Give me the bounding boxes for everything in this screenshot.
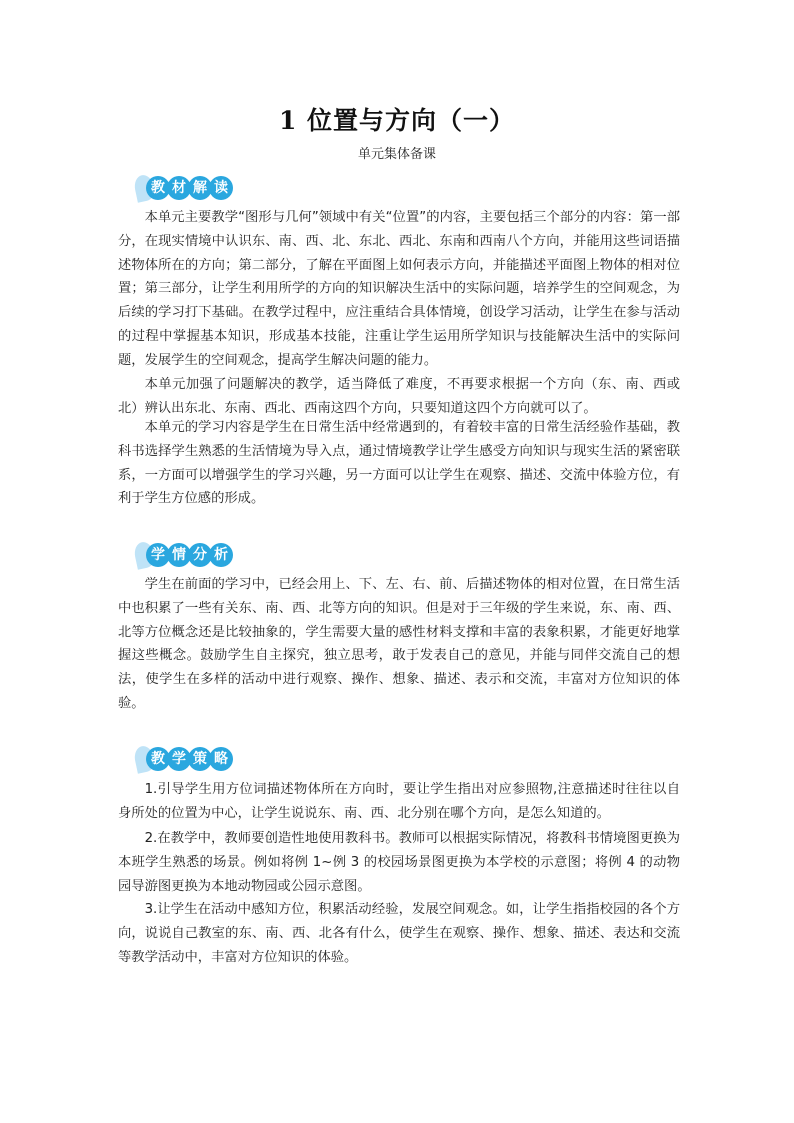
paragraph: 本单元主要教学“图形与几何”领域中有关“位置”的内容，主要包括三个部分的内容：第一部分，在现实情境中认识东、南、西、北、东北、西北、东南和西南八个方向，并能用这些词语描述物体所在的方向；第二部分，了解在平面图上如何表示方向，并能描述平面图上物体的相对位置；第三部分，让学生利用所学的方向的知识解决生活中的实际问题，培养学生的空间观念，为后续的学习打下基础。在教学过程中，应注重结合具体情境，创设学习活动，让学生在参与活动的过程中掌握基本知识，形成基本技能，注重让学生运用所学知识与技能解决生活中的实际问题，发展学生的空间观念，提高学生解决问题的能力。: [118, 210, 680, 368]
badge-char: 分: [189, 544, 211, 566]
badge-char: 析: [210, 544, 232, 566]
section-heading-teaching-strategy: [135, 744, 231, 774]
paragraph: 学生在前面的学习中，已经会用上、下、左、右、前、后描述物体的相对位置，在日常生活中也积累了一些有关东、南、西、北等方向的知识。但是对于三年级的学生来说，东、南、西、北等方位概念还是比较抽象的，学生需要大量的感性材料支撑和丰富的表象积累，才能更好地掌握这些概念。鼓励学生自主探究，独立思考，敢于发表自己的意见，并能与同伴交流自己的想法，使学生在多样的活动中进行观察、操作、想象、描述、表示和交流，丰富对方位知识的体验。: [118, 577, 680, 711]
badge-char: 学: [147, 544, 169, 566]
badge-char: 略: [210, 748, 232, 770]
badge-char: 解: [189, 177, 211, 199]
paragraph: 3.让学生在活动中感知方位，积累活动经验，发展空间观念。如，让学生指指校园的各个方向，说说自己教室的东、南、西、北各有什么，使学生在观察、操作、想象、描述、表达和交流等教学活动中，丰富对方位知识的体验。: [118, 902, 680, 965]
paragraph: 2.在教学中，教师要创造性地使用教科书。教师可以根据实际情况，将教科书情境图更换为本班学生熟悉的场景。例如将例 1~例 3 的校园场景图更换为本学校的示意图；将例 4 的动物园导游图更换为本地动物园或公园示意图。: [118, 831, 680, 894]
paragraph: 1.引导学生用方位词描述物体所在方向时，要让学生指出对应参照物,注意描述时往往以自身所处的位置为中心，让学生说说东、南、西、北分别在哪个方向，是怎么知道的。: [118, 782, 680, 821]
badge-char: 读: [210, 177, 232, 199]
badge-char: 教: [147, 748, 169, 770]
badge-char: 教: [147, 177, 169, 199]
section-heading-student-analysis: [135, 540, 231, 570]
page-subtitle: 单元集体备课: [357, 147, 436, 162]
paragraph: 本单元加强了问题解决的教学，适当降低了难度，不再要求根据一个方向（东、南、西或北）辨认出东北、东南、西北、西南这四个方向，只要知道这四个方向就可以了。: [118, 377, 680, 416]
paragraph: 本单元的学习内容是学生在日常生活中经常遇到的，有着较丰富的日常生活经验作基础，教科书选择学生熟悉的生活情境为导入点，通过情境教学让学生感受方向知识与现实生活的紧密联系，一方面可以增强学生的学习兴趣，另一方面可以让学生在观察、描述、交流中体验方位，有利于学生方位感的形成。: [118, 420, 680, 507]
badge-char: 学: [168, 748, 190, 770]
badge-char: 情: [168, 544, 190, 566]
badge-char: 策: [189, 748, 211, 770]
page-title: 1 位置与方向（一）: [278, 106, 516, 135]
section-heading-textbook-analysis: [135, 173, 231, 203]
badge-char: 材: [168, 177, 190, 199]
